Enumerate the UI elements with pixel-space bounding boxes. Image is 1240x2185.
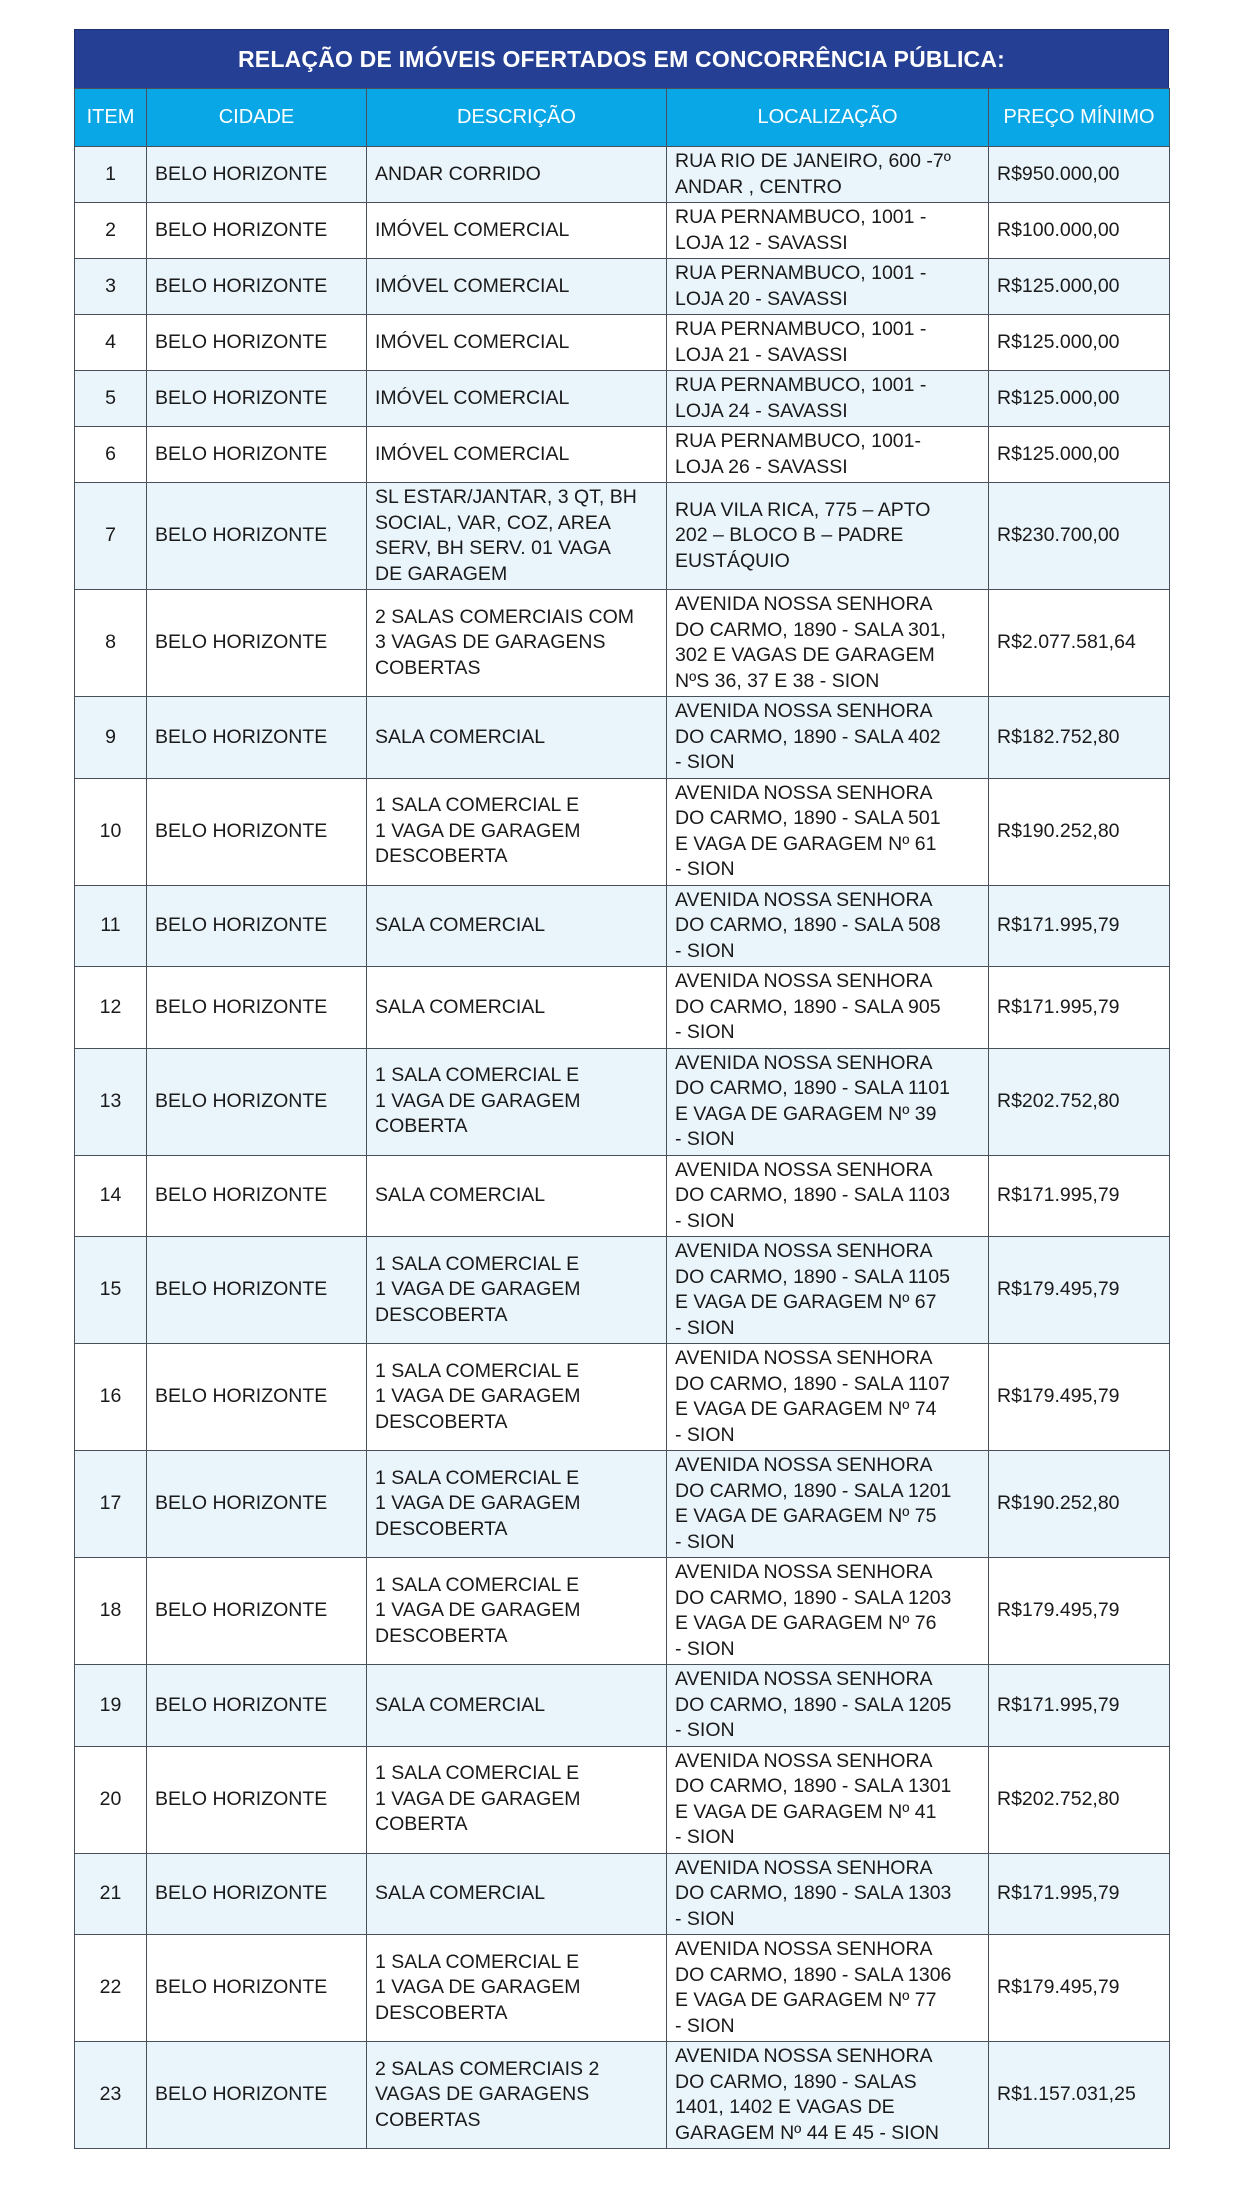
cell-item: 6 [75, 427, 147, 483]
table-row [75, 315, 1170, 371]
cell-location: RUA PERNAMBUCO, 1001 - LOJA 12 - SAVASSI [667, 203, 989, 259]
cell-price: R$230.700,00 [989, 483, 1170, 590]
cell-city: BELO HORIZONTE [147, 1558, 367, 1665]
property-table [74, 88, 1170, 2149]
cell-city: BELO HORIZONTE [147, 2042, 367, 2149]
cell-location: RUA PERNAMBUCO, 1001 - LOJA 24 - SAVASSI [667, 371, 989, 427]
cell-location: AVENIDA NOSSA SENHORA DO CARMO, 1890 - SALA 1306 E VAGA DE GARAGEM Nº 77 - SION [667, 1935, 989, 2042]
cell-city: BELO HORIZONTE [147, 697, 367, 779]
table-header [75, 89, 1170, 147]
cell-price: R$179.495,79 [989, 1558, 1170, 1665]
cell-price: R$179.495,79 [989, 1935, 1170, 2042]
cell-description: 1 SALA COMERCIAL E 1 VAGA DE GARAGEM DESCOBERTA [367, 778, 667, 885]
table-row [75, 259, 1170, 315]
table-row [75, 203, 1170, 259]
cell-item: 21 [75, 1853, 147, 1935]
table-row [75, 590, 1170, 697]
table-row [75, 1665, 1170, 1747]
cell-city: BELO HORIZONTE [147, 1853, 367, 1935]
cell-item: 16 [75, 1344, 147, 1451]
cell-description: 2 SALAS COMERCIAIS 2 VAGAS DE GARAGENS COBERTAS [367, 2042, 667, 2149]
cell-city: BELO HORIZONTE [147, 259, 367, 315]
cell-price: R$100.000,00 [989, 203, 1170, 259]
cell-price: R$202.752,80 [989, 1746, 1170, 1853]
cell-price: R$179.495,79 [989, 1237, 1170, 1344]
cell-item: 8 [75, 590, 147, 697]
cell-location: RUA PERNAMBUCO, 1001- LOJA 26 - SAVASSI [667, 427, 989, 483]
table-row [75, 1746, 1170, 1853]
cell-location: RUA PERNAMBUCO, 1001 - LOJA 21 - SAVASSI [667, 315, 989, 371]
table-body [75, 147, 1170, 2149]
cell-city: BELO HORIZONTE [147, 1344, 367, 1451]
table-row [75, 1935, 1170, 2042]
cell-price: R$190.252,80 [989, 1451, 1170, 1558]
cell-price: R$171.995,79 [989, 885, 1170, 967]
table-row [75, 1048, 1170, 1155]
table-row [75, 697, 1170, 779]
table-row [75, 147, 1170, 203]
table-row [75, 1853, 1170, 1935]
cell-item: 22 [75, 1935, 147, 2042]
cell-price: R$190.252,80 [989, 778, 1170, 885]
table-row [75, 427, 1170, 483]
cell-city: BELO HORIZONTE [147, 1746, 367, 1853]
cell-location: AVENIDA NOSSA SENHORA DO CARMO, 1890 - SALA 1103 - SION [667, 1155, 989, 1237]
table-row [75, 2042, 1170, 2149]
header-description: DESCRIÇÃO [367, 89, 667, 147]
table-row [75, 1237, 1170, 1344]
table-title: RELAÇÃO DE IMÓVEIS OFERTADOS EM CONCORRÊNCIA PÚBLICA: [74, 29, 1169, 88]
cell-city: BELO HORIZONTE [147, 885, 367, 967]
cell-city: BELO HORIZONTE [147, 203, 367, 259]
cell-item: 10 [75, 778, 147, 885]
cell-price: R$125.000,00 [989, 427, 1170, 483]
cell-city: BELO HORIZONTE [147, 778, 367, 885]
cell-description: 1 SALA COMERCIAL E 1 VAGA DE GARAGEM COBERTA [367, 1746, 667, 1853]
cell-item: 5 [75, 371, 147, 427]
cell-price: R$1.157.031,25 [989, 2042, 1170, 2149]
cell-item: 11 [75, 885, 147, 967]
cell-price: R$171.995,79 [989, 1665, 1170, 1747]
cell-description: 1 SALA COMERCIAL E 1 VAGA DE GARAGEM DESCOBERTA [367, 1558, 667, 1665]
cell-location: AVENIDA NOSSA SENHORA DO CARMO, 1890 - SALA 1201 E VAGA DE GARAGEM Nº 75 - SION [667, 1451, 989, 1558]
cell-location: AVENIDA NOSSA SENHORA DO CARMO, 1890 - SALA 301, 302 E VAGAS DE GARAGEM NºS 36, 37 E 38 - SION [667, 590, 989, 697]
cell-description: IMÓVEL COMERCIAL [367, 259, 667, 315]
cell-city: BELO HORIZONTE [147, 1665, 367, 1747]
table-row [75, 1155, 1170, 1237]
cell-price: R$171.995,79 [989, 967, 1170, 1049]
cell-description: IMÓVEL COMERCIAL [367, 315, 667, 371]
cell-location: AVENIDA NOSSA SENHORA DO CARMO, 1890 - SALA 1301 E VAGA DE GARAGEM Nº 41 - SION [667, 1746, 989, 1853]
cell-description: SALA COMERCIAL [367, 1155, 667, 1237]
cell-description: IMÓVEL COMERCIAL [367, 203, 667, 259]
cell-location: AVENIDA NOSSA SENHORA DO CARMO, 1890 - SALA 402 - SION [667, 697, 989, 779]
table-row [75, 1451, 1170, 1558]
document [74, 29, 1169, 2149]
cell-description: 1 SALA COMERCIAL E 1 VAGA DE GARAGEM DESCOBERTA [367, 1451, 667, 1558]
cell-description: SALA COMERCIAL [367, 885, 667, 967]
cell-city: BELO HORIZONTE [147, 1155, 367, 1237]
cell-city: BELO HORIZONTE [147, 483, 367, 590]
cell-location: AVENIDA NOSSA SENHORA DO CARMO, 1890 - SALA 1203 E VAGA DE GARAGEM Nº 76 - SION [667, 1558, 989, 1665]
cell-description: 2 SALAS COMERCIAIS COM 3 VAGAS DE GARAGENS COBERTAS [367, 590, 667, 697]
cell-city: BELO HORIZONTE [147, 1048, 367, 1155]
cell-location: AVENIDA NOSSA SENHORA DO CARMO, 1890 - SALA 501 E VAGA DE GARAGEM Nº 61 - SION [667, 778, 989, 885]
cell-description: ANDAR CORRIDO [367, 147, 667, 203]
cell-location: AVENIDA NOSSA SENHORA DO CARMO, 1890 - SALA 1205 - SION [667, 1665, 989, 1747]
header-price: PREÇO MÍNIMO [989, 89, 1170, 147]
cell-item: 3 [75, 259, 147, 315]
cell-city: BELO HORIZONTE [147, 427, 367, 483]
cell-item: 13 [75, 1048, 147, 1155]
cell-description: SALA COMERCIAL [367, 1853, 667, 1935]
cell-description: IMÓVEL COMERCIAL [367, 427, 667, 483]
cell-item: 15 [75, 1237, 147, 1344]
cell-item: 18 [75, 1558, 147, 1665]
header-item: ITEM [75, 89, 147, 147]
cell-location: AVENIDA NOSSA SENHORA DO CARMO, 1890 - SALA 1101 E VAGA DE GARAGEM Nº 39 - SION [667, 1048, 989, 1155]
cell-item: 19 [75, 1665, 147, 1747]
cell-location: RUA RIO DE JANEIRO, 600 -7º ANDAR , CENTRO [667, 147, 989, 203]
cell-item: 23 [75, 2042, 147, 2149]
cell-location: AVENIDA NOSSA SENHORA DO CARMO, 1890 - SALAS 1401, 1402 E VAGAS DE GARAGEM Nº 44 E 45 - SION [667, 2042, 989, 2149]
header-location: LOCALIZAÇÃO [667, 89, 989, 147]
table-row [75, 778, 1170, 885]
cell-location: AVENIDA NOSSA SENHORA DO CARMO, 1890 - SALA 508 - SION [667, 885, 989, 967]
table-row [75, 483, 1170, 590]
cell-price: R$202.752,80 [989, 1048, 1170, 1155]
cell-item: 9 [75, 697, 147, 779]
cell-location: AVENIDA NOSSA SENHORA DO CARMO, 1890 - SALA 1303 - SION [667, 1853, 989, 1935]
cell-description: 1 SALA COMERCIAL E 1 VAGA DE GARAGEM DESCOBERTA [367, 1344, 667, 1451]
cell-price: R$179.495,79 [989, 1344, 1170, 1451]
cell-description: 1 SALA COMERCIAL E 1 VAGA DE GARAGEM COBERTA [367, 1048, 667, 1155]
cell-city: BELO HORIZONTE [147, 590, 367, 697]
cell-city: BELO HORIZONTE [147, 371, 367, 427]
cell-location: AVENIDA NOSSA SENHORA DO CARMO, 1890 - SALA 905 - SION [667, 967, 989, 1049]
cell-location: AVENIDA NOSSA SENHORA DO CARMO, 1890 - SALA 1107 E VAGA DE GARAGEM Nº 74 - SION [667, 1344, 989, 1451]
table-row [75, 1344, 1170, 1451]
cell-location: RUA PERNAMBUCO, 1001 - LOJA 20 - SAVASSI [667, 259, 989, 315]
cell-location: RUA VILA RICA, 775 – APTO 202 – BLOCO B – PADRE EUSTÁQUIO [667, 483, 989, 590]
cell-price: R$171.995,79 [989, 1155, 1170, 1237]
cell-item: 1 [75, 147, 147, 203]
cell-description: IMÓVEL COMERCIAL [367, 371, 667, 427]
cell-city: BELO HORIZONTE [147, 147, 367, 203]
cell-price: R$125.000,00 [989, 371, 1170, 427]
cell-city: BELO HORIZONTE [147, 1451, 367, 1558]
cell-price: R$125.000,00 [989, 259, 1170, 315]
cell-price: R$171.995,79 [989, 1853, 1170, 1935]
cell-item: 17 [75, 1451, 147, 1558]
cell-description: 1 SALA COMERCIAL E 1 VAGA DE GARAGEM DESCOBERTA [367, 1237, 667, 1344]
cell-item: 14 [75, 1155, 147, 1237]
cell-city: BELO HORIZONTE [147, 315, 367, 371]
cell-item: 2 [75, 203, 147, 259]
cell-city: BELO HORIZONTE [147, 1237, 367, 1344]
cell-item: 4 [75, 315, 147, 371]
cell-price: R$125.000,00 [989, 315, 1170, 371]
cell-description: SALA COMERCIAL [367, 1665, 667, 1747]
cell-item: 12 [75, 967, 147, 1049]
cell-price: R$950.000,00 [989, 147, 1170, 203]
cell-location: AVENIDA NOSSA SENHORA DO CARMO, 1890 - SALA 1105 E VAGA DE GARAGEM Nº 67 - SION [667, 1237, 989, 1344]
cell-description: SL ESTAR/JANTAR, 3 QT, BH SOCIAL, VAR, COZ, AREA SERV, BH SERV. 01 VAGA DE GARAGEM [367, 483, 667, 590]
cell-item: 7 [75, 483, 147, 590]
table-row [75, 967, 1170, 1049]
cell-description: 1 SALA COMERCIAL E 1 VAGA DE GARAGEM DESCOBERTA [367, 1935, 667, 2042]
header-city: CIDADE [147, 89, 367, 147]
cell-item: 20 [75, 1746, 147, 1853]
cell-description: SALA COMERCIAL [367, 697, 667, 779]
cell-price: R$182.752,80 [989, 697, 1170, 779]
table-row [75, 371, 1170, 427]
cell-price: R$2.077.581,64 [989, 590, 1170, 697]
cell-description: SALA COMERCIAL [367, 967, 667, 1049]
table-row [75, 1558, 1170, 1665]
cell-city: BELO HORIZONTE [147, 967, 367, 1049]
table-row [75, 885, 1170, 967]
cell-city: BELO HORIZONTE [147, 1935, 367, 2042]
